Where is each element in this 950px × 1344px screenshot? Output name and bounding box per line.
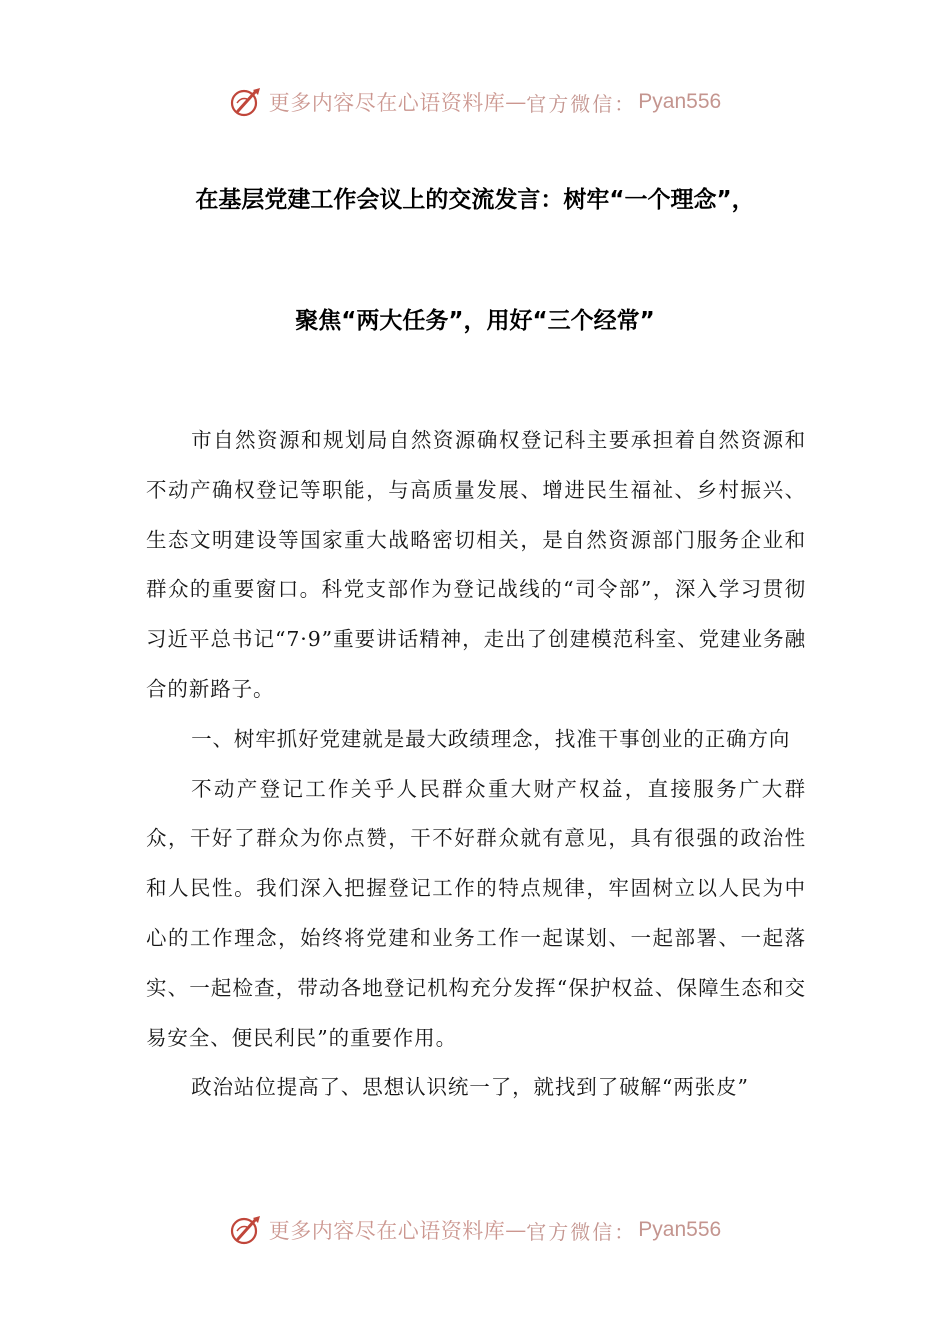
header-watermark-banner bbox=[0, 82, 950, 122]
paragraph-section-1: 不动产登记工作关乎人民群众重大财产权益，直接服务广大群众，干好了群众为你点赞，干不好群众就有意见，具有很强的政治性和人民性。我们深入把握登记工作的特点规律，牢固树立以人民为中心的工作理念，始终将党建和业务工作一起谋划、一起部署、一起落实、一起检查，带动各地登记机构充分发挥“保护权益、保障生态和交易安全、便民利民”的重要作用。 bbox=[146, 776, 806, 1050]
wechat-id: Pyan556 bbox=[638, 1218, 722, 1241]
watermark-text: 更多内容尽在心语资料库 bbox=[268, 1219, 506, 1243]
pen-logo-icon bbox=[229, 1213, 263, 1247]
watermark-text: 更多内容尽在心语资料库 bbox=[268, 91, 506, 115]
document-body bbox=[146, 416, 806, 1113]
document-title-line-2: 聚焦“两大任务”，用好“三个经常” bbox=[295, 308, 655, 334]
paragraph-continued: 政治站位提高了、思想认识统一了，就找到了破解“两张皮” bbox=[191, 1075, 749, 1100]
pen-logo-icon bbox=[229, 85, 263, 119]
section-heading-1: 一、树牢抓好党建就是最大政绩理念，找准干事创业的正确方向 bbox=[191, 726, 791, 751]
watermark-separator: — bbox=[505, 90, 527, 114]
document-title-line-1: 在基层党建工作会议上的交流发言：树牢“一个理念”， bbox=[195, 187, 755, 213]
wechat-label: 官方微信： bbox=[526, 1219, 637, 1244]
wechat-id: Pyan556 bbox=[638, 90, 722, 113]
paragraph-intro: 市自然资源和规划局自然资源确权登记科主要承担着自然资源和不动产确权登记等职能，与高质量发展、增进民生福祉、乡村振兴、生态文明建设等国家重大战略密切相关，是自然资源部门服务企业和群众的重要窗口。科党支部作为登记战线的“司令部”，深入学习贯彻习近平总书记“7·9”重要讲话精神，走出了创建模范科室、党建业务融合的新路子。 bbox=[146, 428, 806, 701]
footer-watermark-banner bbox=[0, 1210, 950, 1250]
watermark-separator: — bbox=[505, 1218, 527, 1242]
wechat-label: 官方微信： bbox=[526, 91, 637, 116]
